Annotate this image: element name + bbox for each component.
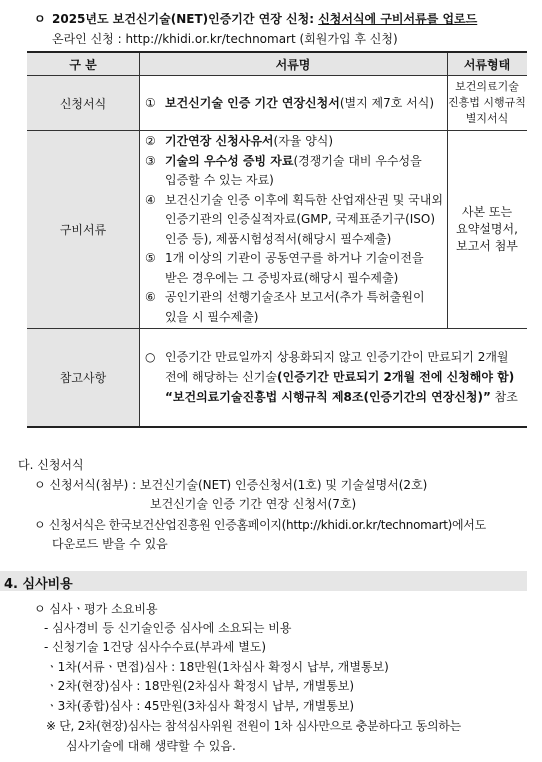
list-item (145, 132, 333, 152)
note-line-1 (145, 347, 525, 367)
row1-document (145, 94, 445, 111)
list-item (145, 288, 425, 308)
header-document-name: 서류명 (275, 57, 311, 72)
row1-form-line: 보건의료기술 (455, 80, 519, 93)
cost-line-4: ㆍ1차(서류ㆍ면접)심사 : 18만원(1차심사 확정시 납부, 개별통보) (46, 660, 389, 674)
list-item (145, 191, 443, 211)
row1-form-line: 별지서식 (465, 112, 509, 125)
document-table (27, 51, 527, 428)
list-item (165, 171, 274, 191)
section4-title: 4. 심사비용 (4, 577, 73, 592)
item-text: (자율 양식) (273, 134, 334, 148)
list-item (145, 249, 424, 269)
list-item (165, 230, 391, 250)
heading-prefix: 2025년도 보건신기술(NET)인증기간 연장 신청: (52, 12, 319, 26)
item-text: (경쟁기술 대비 우수성을 (293, 153, 422, 168)
note-line-3 (145, 387, 525, 407)
cost-line-5: ㆍ2차(현장)심사 : 18만원(2차심사 확정시 납부, 개별통보) (46, 679, 355, 693)
row2-form-line: 사본 또는 (461, 205, 513, 219)
item-text: 인증기관의 인증실적자료(GMP, 국제표준기구(ISO) (165, 212, 436, 226)
cost-line-1: ㅇ 심사ㆍ평가 소요비용 (34, 602, 158, 616)
item-number: ⑥ (145, 290, 156, 304)
section-da-bullet2-line2: 다운로드 받을 수 있음 (52, 537, 168, 551)
item-text: 인증 등), 제품시험성적서(해당시 필수제출) (165, 231, 392, 246)
section-da-title: 다. 신청서식 (18, 458, 84, 472)
row3-reference-note (145, 347, 525, 407)
row-label-application-form: 신청서식 (59, 96, 107, 111)
heading-underlined: 신청서식에 구비서류를 업로드 (318, 12, 478, 26)
row1-item-number: ① (145, 96, 156, 110)
list-item (145, 152, 422, 172)
cost-line-6: ㆍ3차(종합)심사 : 45만원(3차심사 확정시 납부, 개별통보) (46, 699, 355, 713)
row2-form-type (447, 204, 527, 255)
item-text: 보건신기술 인증 이후에 획득한 산업재산권 및 국내외 (165, 192, 443, 207)
item-number: ⑤ (145, 251, 156, 265)
online-apply-line: 온라인 신청 : http://khidi.or.kr/technomart (회원가입 후 신청) (52, 32, 398, 46)
item-text: 입증할 수 있는 자료) (165, 173, 274, 187)
list-item (165, 269, 398, 289)
list-item (165, 210, 435, 230)
item-bold: 기간연장 신청사유서 (165, 134, 274, 148)
item-bold: 기술의 우수성 증빙 자료 (165, 153, 294, 168)
note-text: 전에 해당하는 신기술 (165, 370, 277, 384)
item-text: 있을 시 필수제출) (165, 309, 259, 324)
cost-note-line-2: 심사기술에 대해 생략할 수 있음. (66, 739, 236, 753)
row1-form-type (447, 79, 527, 127)
cost-line-3: - 신청기술 1건당 심사수수료(부과세 별도) (44, 640, 267, 654)
section4-title-bar (0, 571, 527, 591)
row1-form-line: 진흥법 시행규칙 (448, 96, 526, 109)
row2-form-line: 요약설명서, (456, 222, 518, 236)
header-document-type: 서류형태 (463, 57, 511, 72)
item-text: 공인기관의 선행기술조사 보고서(추가 특허출원이 (165, 290, 425, 304)
section-da-bullet2-line1: ㅇ 신청서식은 한국보건산업진흥원 인증홈페이지(http://khidi.or.kr/technomart)에서도 (34, 518, 486, 532)
note-bold-text: “보건의료기술진흥법 시행규칙 제8조(인증기간의 연장신청)” (165, 390, 491, 404)
item-number: ② (145, 134, 156, 148)
list-item (165, 308, 258, 328)
note-line-2 (145, 367, 525, 387)
cost-line-2: - 심사경비 등 신기술인증 심사에 소요되는 비용 (44, 621, 292, 635)
row2-document-list (145, 132, 445, 327)
row-label-reference: 참고사항 (59, 371, 107, 385)
row1-item-rest: (별지 제7호 서식) (339, 96, 435, 110)
row2-form-line: 보고서 첨부 (456, 239, 518, 253)
note-bold-text: (인증기간 만료되기 2개월 전에 신청해야 함) (276, 370, 515, 384)
item-text: 1개 이상의 기관이 공동연구를 하거나 기술이전을 (165, 251, 424, 265)
header-category: 구 분 (69, 57, 97, 72)
note-text: 참조 (490, 390, 518, 404)
heading-bullet: ㅇ (34, 12, 46, 26)
row-label-required-documents: 구비서류 (59, 223, 107, 237)
item-number: ③ (145, 153, 156, 168)
item-text: 받은 경우에는 그 증빙자료(해당시 필수제출) (165, 270, 399, 285)
section-da-bullet1-line1: ㅇ 신청서식(첨부) : 보건신기술(NET) 인증신청서(1호) 및 기술설명서(2호) (34, 478, 428, 492)
note-bullet: ○ (145, 350, 156, 364)
row1-item-bold: 보건신기술 인증 기간 연장신청서 (165, 96, 340, 110)
section-heading (52, 10, 477, 27)
note-text: 인증기간 만료일까지 상용화되지 않고 인증기간이 만료되기 2개월 (165, 350, 509, 364)
section-da-bullet1-line2: 보건신기술 인증 기간 연장 신청서(7호) (150, 497, 357, 511)
cost-note-line-1: ※ 단, 2차(현장)심사는 참석심사위원 전원이 1차 심사만으로 충분하다고 동의하는 (46, 719, 461, 733)
item-number: ④ (145, 192, 156, 207)
